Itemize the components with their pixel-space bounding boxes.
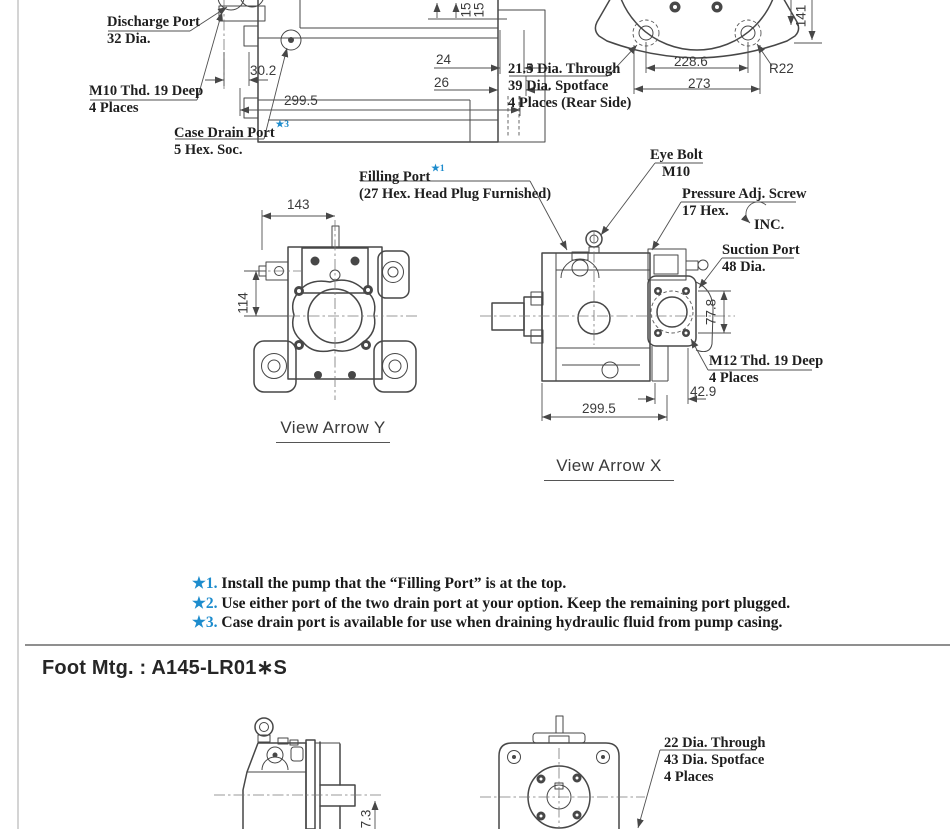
m12-thread-title: M12 Thd. 19 Deep xyxy=(709,353,824,369)
pressure-adj-title: Pressure Adj. Screw xyxy=(682,186,807,202)
suction-port-title: Suction Port xyxy=(722,242,800,258)
eye-bolt-title: Eye Bolt xyxy=(650,147,703,163)
case-drain-port-label xyxy=(174,121,288,159)
rear-hole-line3: 4 Places (Rear Side) xyxy=(508,95,632,111)
footnote-2 xyxy=(192,594,790,614)
foot-hole-line1: 22 Dia. Through xyxy=(664,735,766,751)
foot-hole-line2: 43 Dia. Spotface xyxy=(664,752,765,768)
case-drain-sub: 5 Hex. Soc. xyxy=(174,141,243,158)
dim-r22: R22 xyxy=(769,61,794,76)
dim-141: 141 xyxy=(793,4,809,28)
suction-port-sub: 48 Dia. xyxy=(722,259,766,275)
inc-direction-label: INC. xyxy=(754,217,785,233)
pressure-adj-sub: 17 Hex. xyxy=(682,203,729,219)
view-arrow-y-drawing xyxy=(244,210,420,400)
footnote-3-text: Case drain port is available for use when draining hydraulic fluid from pump casing. xyxy=(221,614,783,631)
pressure-adj-label xyxy=(682,186,806,220)
m12-thread-sub: 4 Places xyxy=(709,370,759,386)
dim-77-8: 77.8 xyxy=(703,298,719,326)
filling-port-title: Filling Port xyxy=(359,168,431,185)
m12-thread-label xyxy=(709,353,823,387)
discharge-port-label xyxy=(107,14,200,48)
case-drain-title: Case Drain Port xyxy=(174,124,275,141)
foot-hole-label xyxy=(664,735,765,786)
dim-15-a: 15 xyxy=(458,2,474,18)
footnote-1-star: ★1. xyxy=(192,575,218,592)
dim-30-2: 30.2 xyxy=(250,63,277,78)
dim-15-b: 15 xyxy=(471,2,487,18)
m10-thread-sub: 4 Places xyxy=(89,100,139,116)
footnote-1-text: Install the pump that the “Filling Port” is at the top. xyxy=(221,575,567,592)
view-arrow-x-caption: View Arrow X xyxy=(544,456,674,481)
footnote-3-star: ★3. xyxy=(192,614,218,631)
foot-mtg-section-title: Foot Mtg. : A145-LR01∗S xyxy=(42,657,288,679)
dim-228-6: 228.6 xyxy=(674,54,708,69)
filling-port-sub: (27 Hex. Head Plug Furnished) xyxy=(359,185,552,202)
footnote-1 xyxy=(192,574,790,594)
filling-port-label xyxy=(359,165,551,203)
eye-bolt-label xyxy=(650,147,703,181)
rear-hole-line2: 39 Dia. Spotface xyxy=(508,78,609,94)
case-drain-footnote-star: ★3 xyxy=(275,120,289,130)
footnote-3 xyxy=(192,613,790,633)
discharge-port-title: Discharge Port xyxy=(107,14,201,30)
rear-hole-label xyxy=(508,61,631,112)
dim-42-9: 42.9 xyxy=(690,384,717,399)
view-arrow-y-caption: View Arrow Y xyxy=(276,418,390,443)
footnote-2-star: ★2. xyxy=(192,594,218,612)
footnote-2-text: Use either port of the two drain port at your option. Keep the remaining port plugged. xyxy=(221,594,791,612)
discharge-port-sub: 32 Dia. xyxy=(107,31,151,47)
rear-hole-line1: 21.5 Dia. Through xyxy=(508,61,621,77)
foot-side-view-drawing xyxy=(214,718,382,829)
dim-273: 273 xyxy=(688,76,711,91)
dim-143: 143 xyxy=(287,197,310,212)
dim-114: 114 xyxy=(235,292,251,314)
m10-thread-title: M10 Thd. 19 Deep xyxy=(89,83,204,99)
filling-port-footnote-star: ★1 xyxy=(431,164,445,174)
foot-hole-line3: 4 Places xyxy=(664,769,714,785)
dim-26: 26 xyxy=(434,75,450,90)
eye-bolt-sub: M10 xyxy=(662,164,691,180)
dim-299-5-x: 299.5 xyxy=(582,401,616,416)
suction-port-label xyxy=(722,242,800,276)
dim-299-5-top: 299.5 xyxy=(284,93,318,108)
footnotes xyxy=(192,574,790,633)
m10-thread-label xyxy=(89,83,203,117)
dim-7-3: 7.3 xyxy=(358,809,374,829)
section-divider xyxy=(25,644,950,646)
dim-24: 24 xyxy=(436,52,452,67)
